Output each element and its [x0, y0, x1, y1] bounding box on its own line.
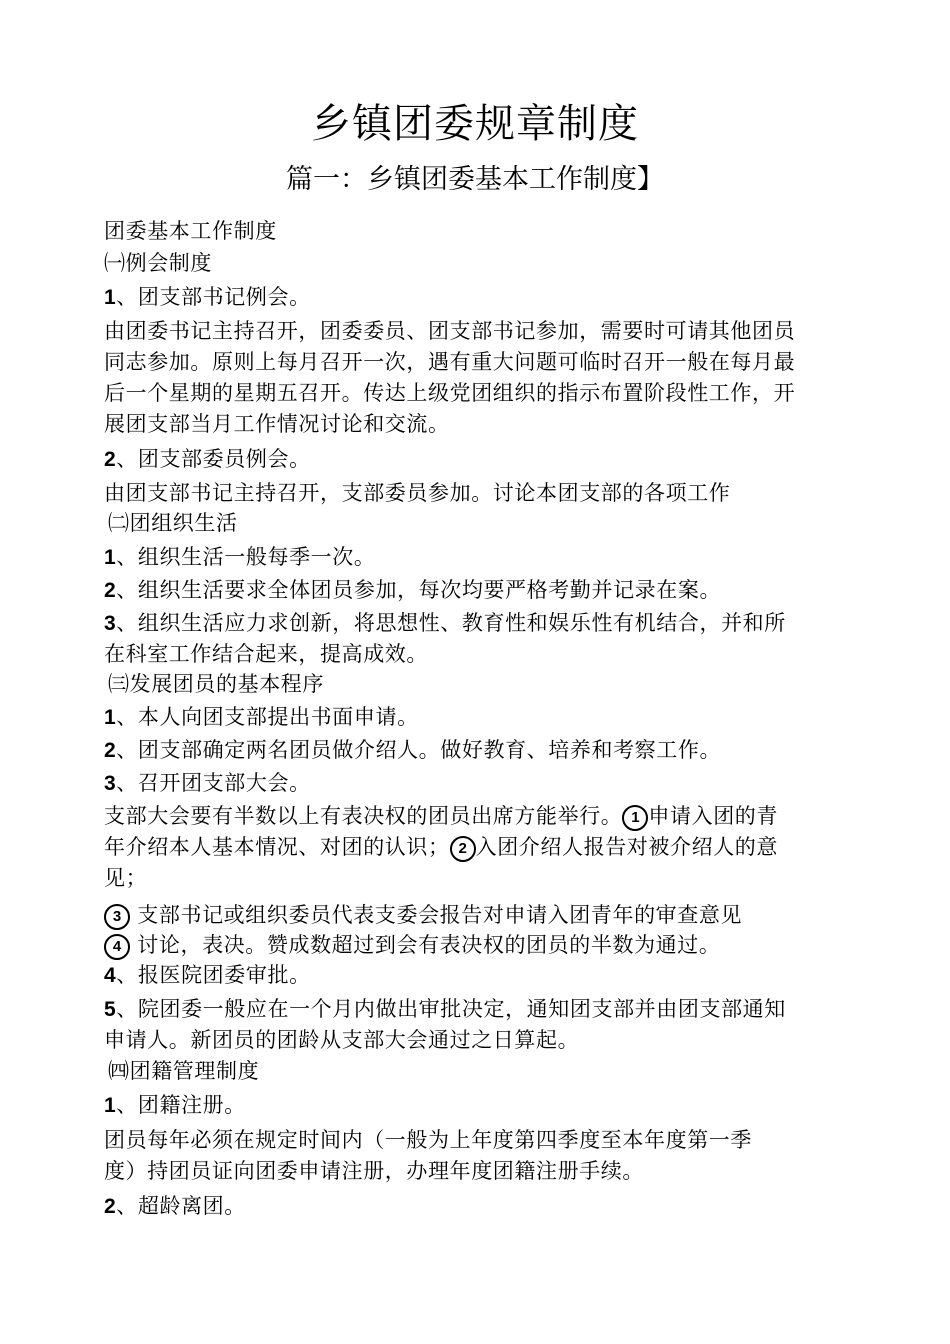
list-item [104, 608, 854, 639]
line-text: 支部大会要有半数以上有表决权的团员出席方能举行。 [104, 804, 623, 828]
item-number: 2 [104, 579, 117, 602]
item-text: 、召开团支部大会。 [116, 771, 311, 795]
list-item [104, 960, 854, 991]
subsection-heading: ㈠例会制度 [104, 251, 212, 275]
item-number: 3 [104, 612, 117, 635]
item-number: 1 [104, 546, 117, 569]
item-number: 1 [104, 706, 117, 729]
subsection-heading: ㈢发展团员的基本程序 [108, 672, 324, 696]
paragraph-line: 由团支部书记主持召开，支部委员参加。讨论本团支部的各项工作 [104, 481, 731, 505]
paragraph-line: 同志参加。原则上每月召开一次，遇有重大问题可临时召开一般在每月最 [104, 350, 796, 374]
item-number: 3 [104, 772, 117, 795]
list-item [104, 702, 854, 733]
list-item [104, 1191, 854, 1222]
paragraph-line [104, 832, 854, 862]
line-text: 申请入团的青 [648, 804, 779, 828]
line-text: 年介绍本人基本情况、对团的认识； [104, 835, 450, 859]
item-text: 、超龄离团。 [116, 1194, 246, 1218]
item-text: 、团支部书记例会。 [116, 285, 311, 309]
item-text: 、报医院团委审批。 [116, 963, 311, 987]
list-item [104, 542, 854, 573]
list-item [104, 994, 854, 1025]
paragraph-line: 申请人。新团员的团龄从支部大会通过之日算起。 [104, 1028, 580, 1052]
document-subtitle: 篇一：乡镇团委基本工作制度】 [286, 164, 664, 195]
item-text: 、院团委一般应在一个月内做出审批决定，通知团支部并由团支部通知 [116, 997, 786, 1021]
item-number: 1 [104, 286, 117, 309]
circled-number-3: 3 [104, 904, 130, 930]
item-number: 2 [104, 1195, 117, 1218]
list-item [104, 735, 854, 766]
item-text: 、组织生活要求全体团员参加，每次均要严格考勤并记录在案。 [116, 578, 722, 602]
paragraph-line: 后一个星期的星期五召开。传达上级党团组织的指示布置阶段性工作，开 [104, 381, 796, 405]
list-item [104, 768, 854, 799]
circled-number-2: 2 [450, 836, 476, 862]
circled-number-4: 4 [104, 934, 130, 960]
line-text: 支部书记或组织委员代表支委会报告对申请入团青年的审查意见 [130, 903, 743, 927]
paragraph-line: 团员每年必须在规定时间内（一般为上年度第四季度至本年度第一季 [104, 1128, 752, 1152]
list-item [104, 575, 854, 606]
paragraph-line: 见； [104, 866, 148, 890]
item-number: 1 [104, 1094, 117, 1117]
paragraph-line [104, 930, 854, 960]
item-text: 、组织生活一般每季一次。 [116, 545, 376, 569]
item-number: 4 [104, 964, 117, 987]
subsection-heading: ㈣团籍管理制度 [108, 1059, 260, 1083]
item-text: 、团支部确定两名团员做介绍人。做好教育、培养和考察工作。 [116, 738, 722, 762]
subsection-heading: ㈡团组织生活 [108, 511, 238, 535]
item-text: 、团籍注册。 [116, 1093, 246, 1117]
list-item [104, 444, 854, 475]
line-text: 入团介绍人报告对被介绍人的意 [475, 835, 779, 859]
item-text: 、本人向团支部提出书面申请。 [116, 705, 419, 729]
item-number: 2 [104, 448, 117, 471]
paragraph-line: 由团委书记主持召开，团委委员、团支部书记参加，需要时可请其他团员 [104, 319, 796, 343]
item-number: 2 [104, 739, 117, 762]
list-item [104, 282, 854, 313]
paragraph-line: 度）持团员证向团委申请注册，办理年度团籍注册手续。 [104, 1159, 644, 1183]
paragraph-line [104, 900, 854, 930]
document-title: 乡镇团委规章制度 [311, 101, 639, 147]
circled-number-1: 1 [622, 805, 648, 831]
section-heading: 团委基本工作制度 [104, 219, 277, 243]
item-text: 、团支部委员例会。 [116, 447, 311, 471]
item-text: 、组织生活应力求创新，将思想性、教育性和娱乐性有机结合，并和所 [116, 611, 786, 635]
paragraph-line: 在科室工作结合起来，提高成效。 [104, 642, 428, 666]
list-item [104, 1090, 854, 1121]
paragraph-line: 展团支部当月工作情况讨论和交流。 [104, 412, 450, 436]
paragraph-line [104, 801, 854, 831]
line-text: 讨论，表决。赞成数超过到会有表决权的团员的半数为通过。 [130, 933, 721, 957]
item-number: 5 [104, 998, 117, 1021]
